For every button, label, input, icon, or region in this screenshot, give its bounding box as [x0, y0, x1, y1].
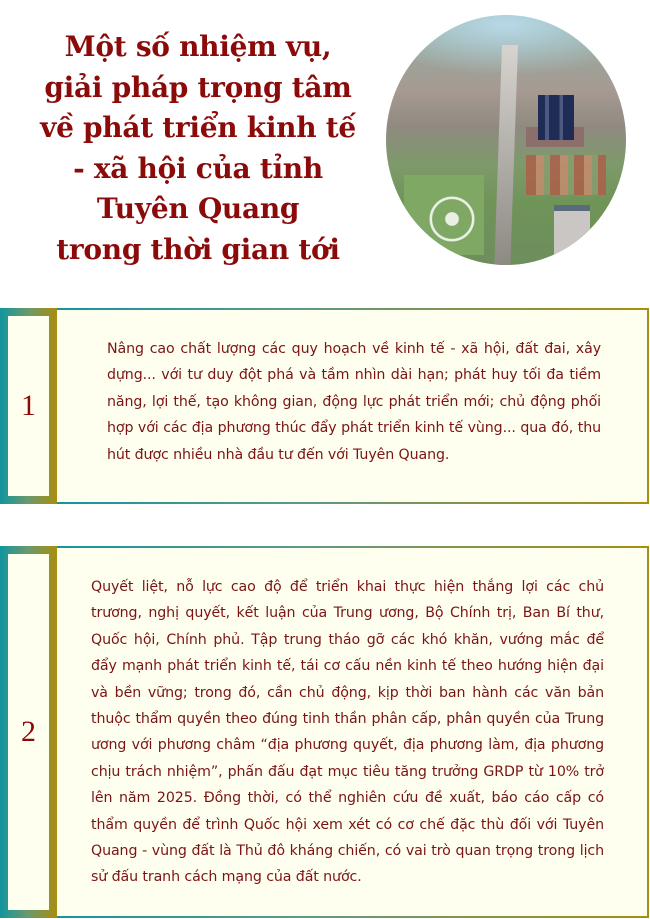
text-panel	[57, 308, 649, 504]
item-number: 1	[21, 389, 36, 422]
number-badge	[0, 546, 57, 918]
number-badge	[0, 308, 57, 504]
task-item-1	[0, 308, 650, 504]
text-panel-inner	[57, 310, 647, 502]
title-line: - xã hội của tỉnh	[73, 151, 323, 185]
photo-roofs	[526, 155, 606, 195]
text-panel	[57, 546, 649, 918]
title-line: giải pháp trọng tâm	[44, 70, 352, 104]
title-line: về phát triển kinh tế	[40, 111, 356, 144]
item-text: Nâng cao chất lượng các quy hoạch về kinh tế - xã hội, đất đai, xây dựng... với tư duy đột phá và tầm nhìn dài hạn; phát huy tối đa tiềm năng, lợi thế, tạo không gian, động lực phát triển mới; chủ động phối hợp với các địa phương thúc đẩy phát triển kinh tế vùng... qua đó, thu hút được nhiều nhà đầu tư đến với Tuyên Quang.	[107, 341, 601, 463]
task-item-2	[0, 546, 650, 918]
photo-road	[494, 45, 518, 265]
page-title	[18, 27, 378, 270]
title-line: Một số nhiệm vụ,	[64, 30, 332, 63]
photo-building	[554, 205, 590, 265]
number-badge-inner	[8, 554, 49, 910]
text-panel-inner	[57, 548, 647, 916]
photo-park	[404, 175, 484, 255]
title-line: Tuyên Quang	[96, 192, 300, 225]
number-badge-inner	[8, 316, 49, 496]
title-line: trong thời gian tới	[56, 232, 340, 266]
item-number: 2	[21, 715, 36, 748]
city-aerial-photo	[386, 15, 626, 265]
photo-tower	[538, 95, 574, 140]
item-text: Quyết liệt, nỗ lực cao độ để triển khai thực hiện thắng lợi các chủ trương, nghị quyết, kết luận của Trung ương, Bộ Chính trị, Ban Bí thư, Quốc hội, Chính phủ. Tập trung tháo gỡ các khó khăn, vướng mắc để đẩy mạnh phát triển kinh tế, tái cơ cấu nền kinh tế theo hướng hiện đại và bền vững; trong đó, cần chủ động, kịp thời ban hành các văn bản thuộc thẩm quyền theo đúng tinh thần phân cấp, phân quyền của Trung ương với phương châm “địa phương quyết, địa phương làm, địa phương chịu trách nhiệm”, phấn đấu đạt mục tiêu tăng trưởng GRDP từ 10% trở lên năm 2025. Đồng thời, có thể nghiên cứu đề xuất, báo cáo cấp có thẩm quyền để trình Quốc hội xem xét có cơ chế đặc thù đối với Tuyên Quang - vùng đất là Thủ đô kháng chiến, có vai trò quan trọng trong lịch sử đấu tranh cách mạng của đất nước.	[91, 579, 604, 886]
